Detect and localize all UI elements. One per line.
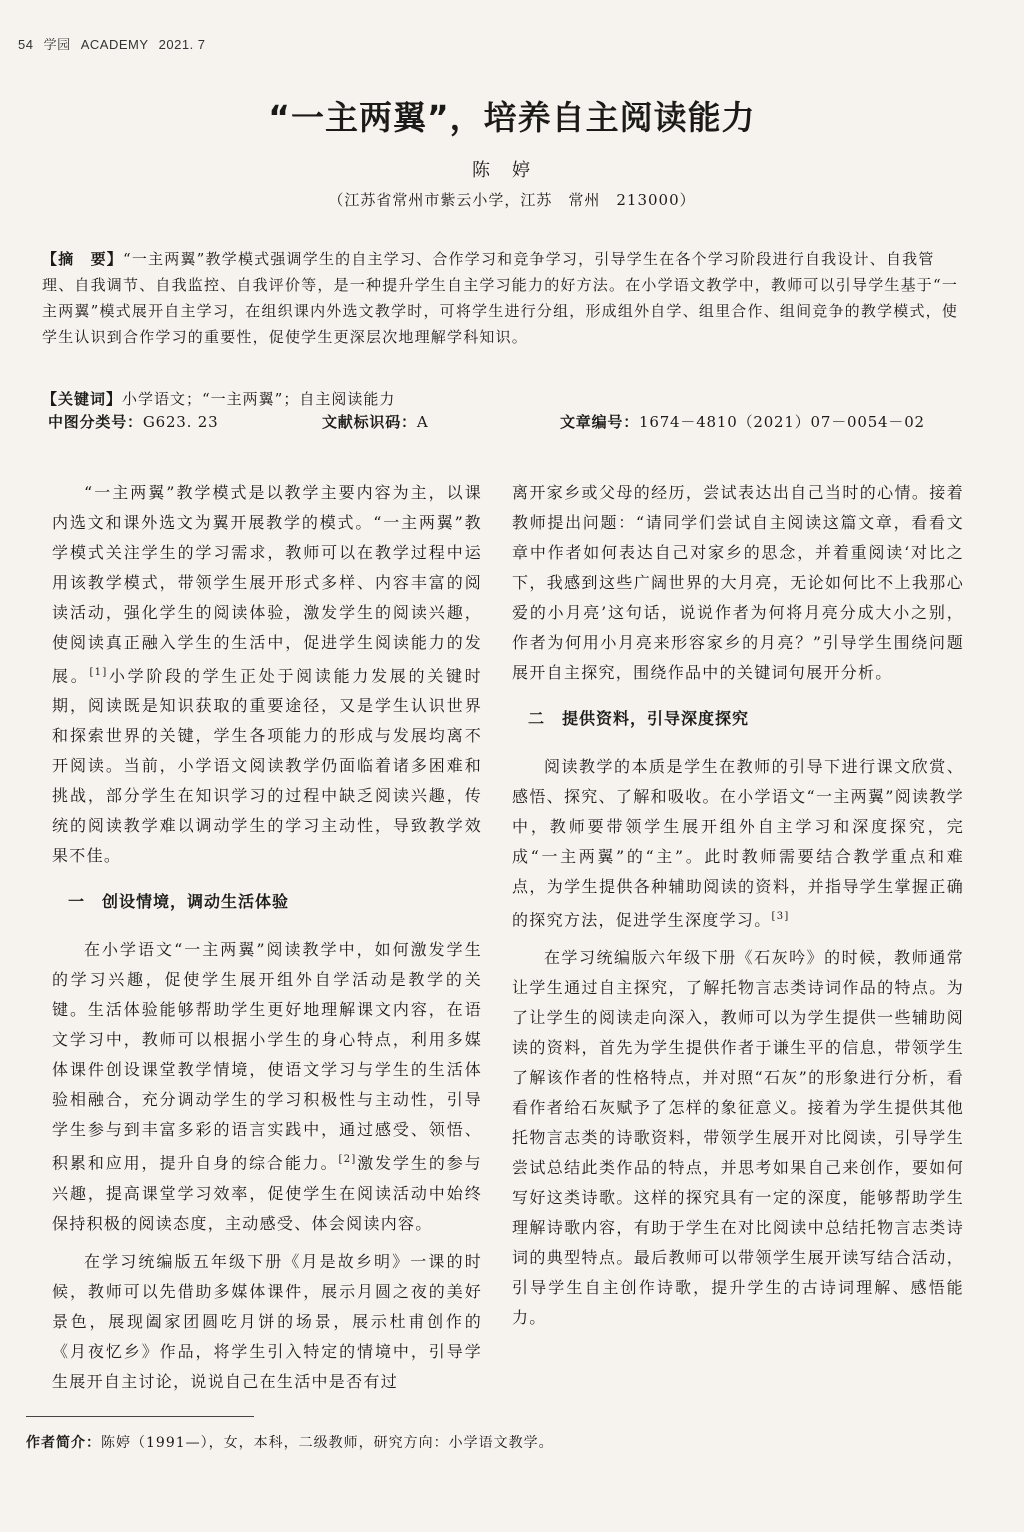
page-number: 54 [18, 37, 34, 52]
abstract-label: 【摘 要】 [42, 250, 124, 268]
clc-value: G623. 23 [142, 413, 219, 431]
keywords-label: 【关键词】 [42, 390, 123, 408]
keywords [42, 388, 964, 410]
paragraph-text: 在小学语文“一主两翼”阅读教学中，如何激发学生的学习兴趣，促使学生展开组外自学活动是教学的关键。生活体验能够帮助学生更好地理解课文内容，在语文学习中，教师可以根据小学生的身心特点，利用多媒体课件创设课堂教学情境，使语文学习与学生的生活体验相融合，充分调动学生的学习积极性与主动性，引导学生参与到丰富多彩的语言实践中，通过感受、领悟、积累和应用，提升自身的综合能力。 [52, 940, 482, 1173]
citation-ref: [1] [89, 667, 108, 678]
paragraph [52, 478, 482, 871]
abstract [42, 246, 964, 350]
keywords-text: 小学语文；“一主两翼”；自主阅读能力 [122, 390, 396, 408]
author-affiliation: （江苏省常州市紫云小学，江苏 常州 213000） [328, 191, 696, 209]
clc-label: 中图分类号： [48, 413, 143, 431]
document-code [322, 411, 428, 432]
author-bio-footnote [26, 1432, 554, 1452]
footnote-label: 作者简介： [26, 1435, 101, 1451]
paragraph: 在学习统编版六年级下册《石灰吟》的时候，教师通常让学生通过自主探究，了解托物言志类诗词作品的特点。为了让学生的阅读走向深入，教师可以为学生提供一些辅助阅读的资料，首先为学生提供作者于谦生平的信息，带领学生了解该作者的性格特点，并对照“石灰”的形象进行分析，看看作者给石灰赋予了怎样的象征意义。接着为学生提供其他托物言志类的诗歌资料，带领学生展开对比阅读，引导学生尝试总结此类作品的特点，并思考如果自己来创作，要如何写好这类诗歌。这样的探究具有一定的深度，能够帮助学生理解诗歌内容，有助于学生在对比阅读中总结托物言志类诗词的典型特点。最后教师可以带领学生展开读写结合活动，引导学生自主创作诗歌，提升学生的古诗词理解、感悟能力。 [512, 948, 964, 1328]
paragraph: 在学习统编版五年级下册《月是故乡明》一课的时候，教师可以先借助多媒体课件，展示月圆之夜的美好景色，展现阖家团圆吃月饼的场景，展示杜甫创作的《月夜忆乡》作品，将学生引入特定的情境中，引导学生展开自主讨论，说说自己在生活中是否有过 [52, 1251, 482, 1391]
document-code-label: 文献标识码： [322, 413, 417, 431]
journal-name-en: ACADEMY [80, 37, 149, 52]
footnote-divider [26, 1416, 254, 1417]
paragraph: 离开家乡或父母的经历，尝试表达出自己当时的心情。接着教师提出问题：“请同学们尝试自主阅读这篇文章，看看文章中作者如何表达自己对家乡的思念，并着重阅读‘对比之下，我感到这些广阔世界的大月亮，无论如何比不上我那心爱的小月亮’这句话，说说作者为何将月亮分成大小之别，作者为何用小月亮来形容家乡的月亮？”引导学生围绕问题展开自主探究，围绕作品中的关键词句展开分析。 [512, 483, 964, 682]
paragraph-text: 激发学生的参与兴趣，提高课堂学习效率，促使学生在阅读活动中始终保持积极的阅读态度，主动感受、体会阅读内容。 [52, 1153, 482, 1233]
author-name: 陈婷 [472, 160, 552, 181]
paragraph-text: 小学阶段的学生正处于阅读能力发展的关键时期，阅读既是知识获取的重要途径，又是学生认识世界和探索世界的关键，学生各项能力的形成与发展均离不开阅读。当前，小学语文阅读教学仍面临着诸多困难和挑战，部分学生在知识学习的过程中缺乏阅读兴趣，传统的阅读教学难以调动学生的学习主动性，导致教学效果不佳。 [52, 666, 482, 866]
paragraph [512, 752, 964, 935]
paragraph-text: 阅读教学的本质是学生在教师的引导下进行课文欣赏、感悟、探究、了解和吸收。在小学语文“一主两翼”阅读教学中，教师要带领学生展开组外自主学习和深度探究，完成“一主两翼”的“主”。此时教师需要结合教学重点和难点，为学生提供各种辅助阅读的资料，并指导学生掌握正确的探究方法，促进学生深度学习。 [512, 757, 964, 930]
article-number-value: 1674－4810（2021）07－0054－02 [639, 413, 925, 431]
paragraph [52, 935, 482, 1238]
paragraph-text: “一主两翼”教学模式是以教学主要内容为主，以课内选文和课外选文为翼开展教学的模式。“一主两翼”教学模式关注学生的学习需求，教师可以在教学过程中运用该教学模式，带领学生展开形式多样、内容丰富的阅读活动，强化学生的阅读体验，激发学生的阅读兴趣，使阅读真正融入学生的生活中，促进学生阅读能力的发展。 [52, 483, 482, 686]
footnote-text: 陈婷（1991—），女，本科，二级教师，研究方向：小学语文教学。 [101, 1435, 554, 1451]
clc-number [48, 411, 218, 432]
abstract-text: “一主两翼”教学模式强调学生的自主学习、合作学习和竞争学习，引导学生在各个学习阶段进行自我设计、自我管理、自我调节、自我监控、自我评价等，是一种提升学生自主学习能力的好方法。在小学语文教学中，教师可以引导学生基于“一主两翼”模式展开自主学习，在组织课内外选文教学时，可将学生进行分组，形成组外自学、组里合作、组间竞争的教学模式，使学生认识到合作学习的重要性，促使学生更深层次地理解学科知识。 [42, 250, 959, 346]
article-number [560, 411, 925, 432]
article-title: “一主两翼”，培养自主阅读能力 [268, 98, 756, 137]
body-column-right [512, 478, 964, 1341]
section-heading: 二 提供资料，引导深度探究 [528, 709, 750, 728]
citation-ref: [3] [771, 911, 790, 922]
section-heading: 一 创设情境，调动生活体验 [68, 892, 290, 912]
document-code-value: A [416, 413, 429, 431]
citation-ref: [2] [338, 1154, 357, 1166]
article-number-label: 文章编号： [560, 413, 640, 431]
issue-date: 2021. 7 [158, 37, 206, 52]
running-header [18, 34, 212, 53]
journal-name-cn: 学园 [43, 37, 71, 52]
body-column-left [52, 478, 482, 1405]
